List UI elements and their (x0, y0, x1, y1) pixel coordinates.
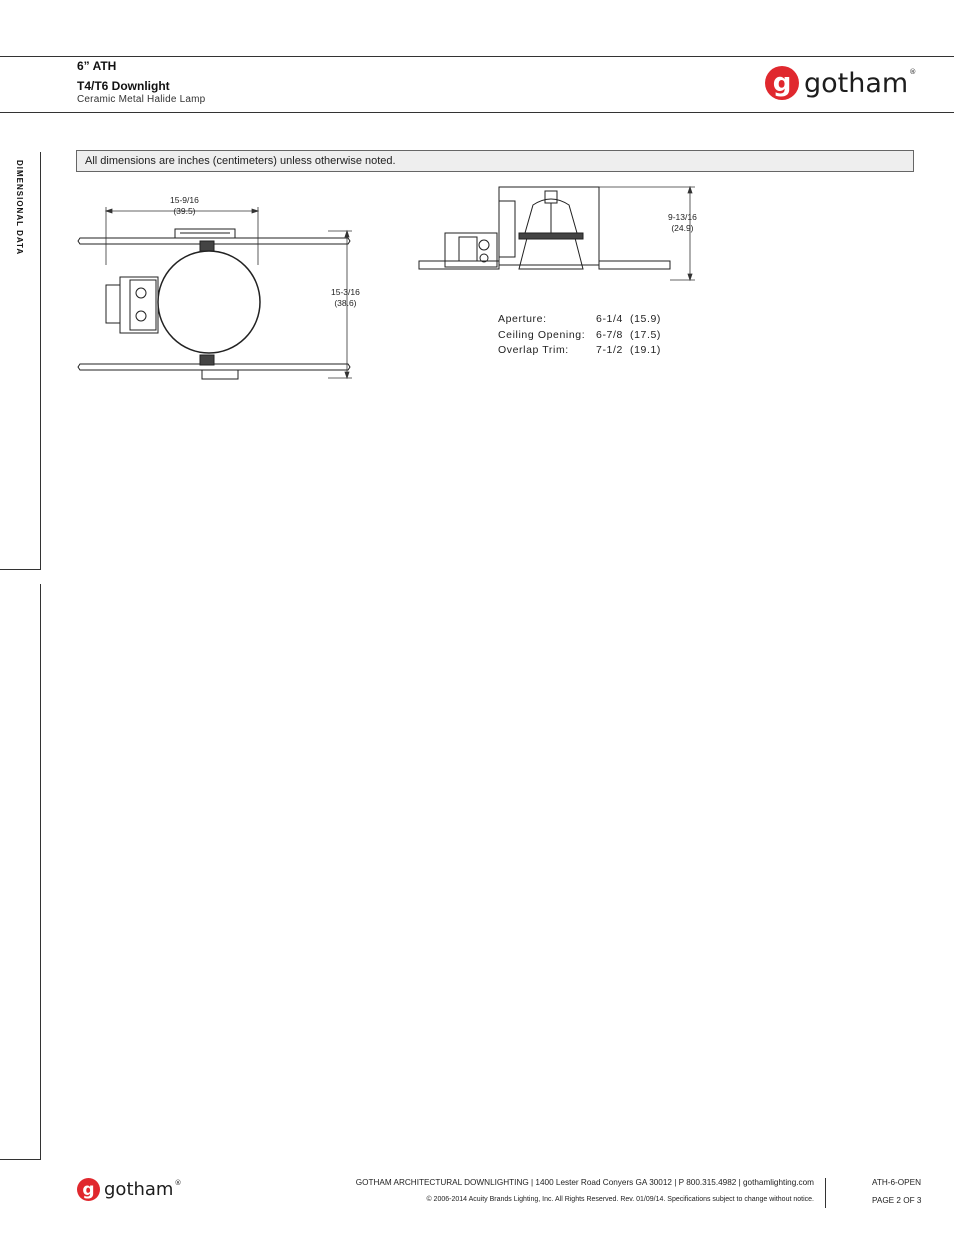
spec-label: Overlap Trim: (498, 344, 569, 356)
product-title: 6” ATH (77, 59, 117, 73)
header-top-rule (0, 56, 954, 57)
plan-view-drawing (70, 185, 370, 385)
spec-row-overlap-trim (498, 343, 661, 359)
aperture-circle (158, 251, 260, 353)
spec-label: Aperture: (498, 313, 547, 325)
lamp-type: Ceramic Metal Halide Lamp (77, 94, 206, 105)
footer-company-line: GOTHAM ARCHITECTURAL DOWNLIGHTING | 1400 Lester Road Conyers GA 30012 | P 800.315.4982 | gothamlighting.com (355, 1178, 814, 1187)
footer-doc-code: ATH-6-OPEN (872, 1178, 921, 1187)
side-height-in: 9-13/16 (668, 212, 697, 222)
footer-copyright: © 2006-2014 Acuity Brands Lighting, Inc. All Rights Reserved. Rev. 01/09/14. Specifications subject to change without notice. (426, 1196, 814, 1203)
side-height-dimension (668, 212, 697, 234)
dimensions-note: All dimensions are inches (centimeters) unless otherwise noted. (76, 150, 914, 172)
spec-label: Ceiling Opening: (498, 328, 586, 341)
left-rail (419, 261, 499, 269)
spec-row-ceiling-opening (498, 328, 661, 344)
knockout-2 (136, 311, 146, 321)
trim-ring (519, 233, 583, 239)
gotham-logo-mark-icon: g (765, 66, 799, 100)
bottom-bracket (202, 370, 238, 379)
socket-cap (545, 191, 557, 203)
spec-value: 7-1/2 (19.1) (596, 344, 661, 356)
footer-logo-word-text: gotham (104, 1179, 174, 1200)
plan-length-in: 15-3/16 (331, 287, 360, 297)
right-rail (599, 261, 670, 269)
footer-page-number: PAGE 2 OF 3 (872, 1196, 922, 1205)
spec-table (498, 312, 661, 359)
knockout-1 (136, 288, 146, 298)
footer-logo-mark-icon: g (77, 1178, 100, 1201)
header-bottom-rule (0, 112, 954, 113)
top-hanger-clip (200, 241, 214, 251)
plan-width-cm: (39.5) (173, 206, 196, 216)
driver-housing (106, 285, 120, 323)
gotham-logo (765, 66, 916, 100)
reflector-cone (519, 238, 583, 269)
spec-value: 6-1/4 (15.9) (596, 313, 661, 325)
side-tab-label: DIMENSIONAL DATA (15, 160, 24, 256)
plan-length-cm: (38.6) (334, 298, 357, 308)
gotham-logo-word (804, 68, 916, 99)
plan-width-in: 15-9/16 (170, 195, 199, 205)
side-view-drawing (415, 183, 700, 288)
logo-word-text: gotham (804, 67, 909, 99)
spec-row-aperture (498, 312, 661, 328)
spec-value: 6-7/8 (17.5) (596, 328, 661, 341)
junction-box (120, 277, 158, 333)
footer-logo-word (104, 1179, 181, 1200)
footer-gotham-logo (77, 1178, 181, 1201)
bottom-hanger-clip (200, 355, 214, 365)
side-junction-box (445, 233, 497, 267)
side-tab-empty (0, 584, 41, 1160)
product-subtitle: T4/T6 Downlight (77, 79, 170, 93)
plan-length-dimension (331, 287, 360, 309)
plan-width-dimension (170, 195, 199, 217)
side-height-cm: (24.9) (671, 223, 694, 233)
footer-divider (825, 1178, 826, 1208)
registered-mark: ® (909, 67, 917, 76)
footer-registered-mark: ® (174, 1179, 182, 1187)
